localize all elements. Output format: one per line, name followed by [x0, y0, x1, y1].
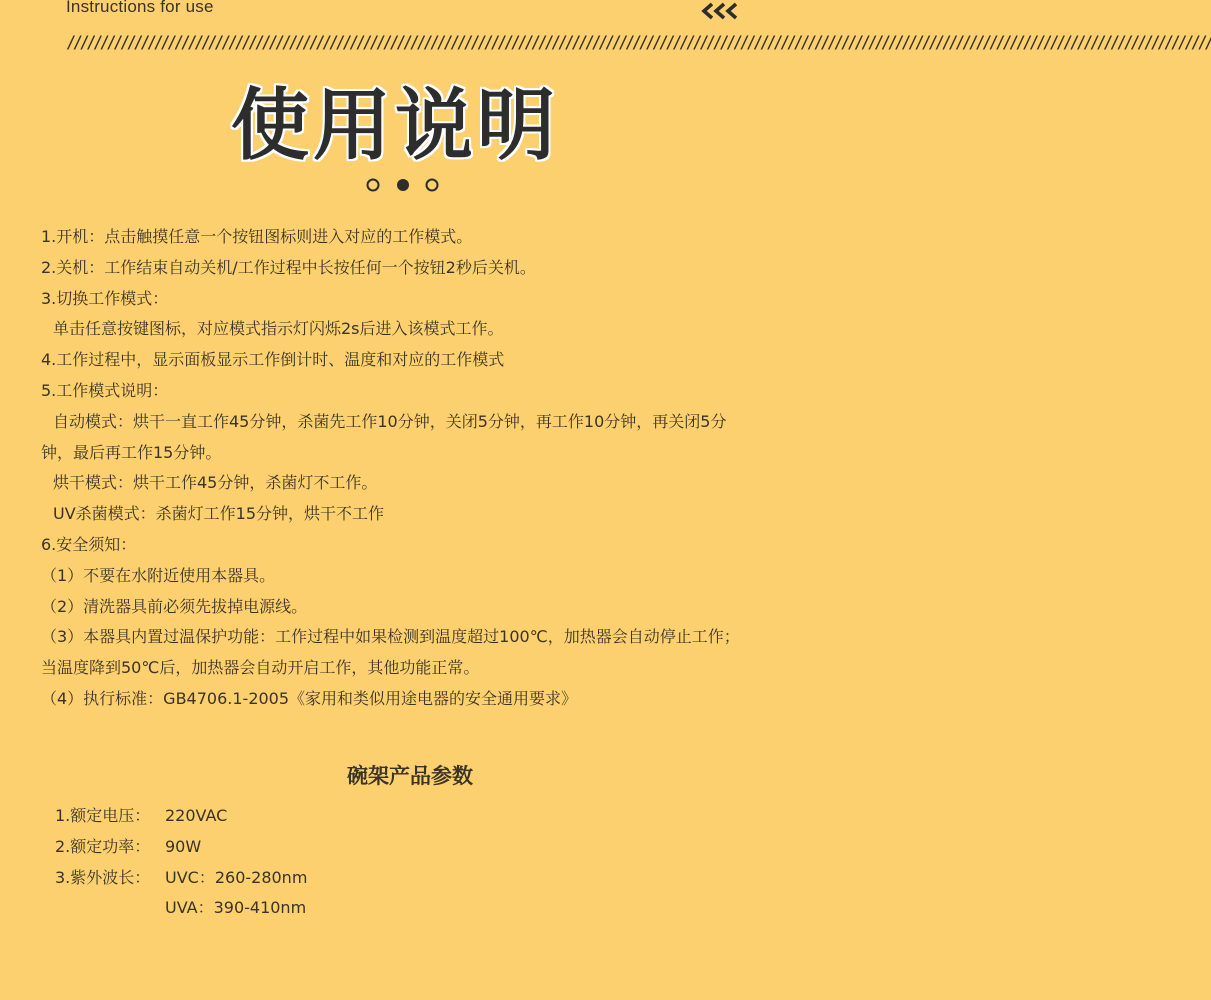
pager-dot-3 [427, 180, 438, 191]
params-title: 碗架产品参数 [347, 764, 473, 788]
slash-divider: ////////////////////////////////////////////////////////////////////////////////////////////////////////////////////////////////////////////////////////////////////////// [66, 33, 1211, 53]
param-power-label: 2.额定功率： [55, 836, 151, 856]
param-wavelength-label: 3.紫外波长： [55, 867, 151, 887]
param-power [55, 832, 655, 863]
instruction-mode-auto: 自动模式：烘干一直工作45分钟，杀菌先工作10分钟，关闭5分钟，再工作10分钟，再关闭5分钟，最后再工作15分钟。 [41, 411, 727, 462]
instruction-switch-detail: 单击任意按键图标，对应模式指示灯闪烁2s后进入该模式工作。 [53, 319, 504, 339]
param-power-value: 90W [165, 836, 202, 856]
param-voltage-value: 220VAC [165, 806, 228, 825]
param-voltage [55, 801, 655, 832]
safety-item-2: （2）清洗器具前必须先拔掉电源线。 [41, 596, 308, 616]
instruction-mode-dry: 烘干模式：烘干工作45分钟，杀菌灯不工作。 [53, 473, 378, 493]
instruction-modes-heading: 5.工作模式说明： [41, 380, 169, 400]
safety-item-3: （3）本器具内置过温保护功能：工作过程中如果检测到温度超过100℃，加热器会自动停止工作；当温度降到50℃后，加热器会自动开启工作，其他功能正常。 [41, 627, 740, 678]
param-wavelength [55, 863, 655, 894]
safety-item-4: （4）执行标准：GB4706.1-2005《家用和类似用途电器的安全通用要求》 [41, 688, 578, 708]
params-list [55, 801, 655, 924]
instruction-power-off: 2.关机：工作结束自动关机/工作过程中长按任何一个按钮2秒后关机。 [41, 257, 536, 277]
instruction-switch-heading: 3.切换工作模式： [41, 288, 169, 308]
param-wavelength-uvc: UVC：260-280nm [165, 867, 308, 887]
instructions-body [41, 222, 751, 715]
instruction-power-on: 1.开机：点击触摸任意一个按钮图标则进入对应的工作模式。 [41, 227, 473, 246]
param-voltage-label: 1.额定电压： [55, 806, 151, 825]
param-wavelength-uva-row [55, 893, 655, 924]
pager-dots [366, 177, 442, 193]
page-title: 使用说明 [230, 81, 559, 171]
safety-heading: 6.安全须知： [41, 534, 137, 554]
pager-dot-2-active [397, 179, 409, 191]
pager-dot-1 [368, 180, 379, 191]
instruction-mode-uv: UV杀菌模式：杀菌灯工作15分钟，烘干不工作 [53, 504, 385, 524]
param-wavelength-uva: UVA：390-410nm [165, 898, 307, 918]
header-eyebrow: Instructions for use [66, 0, 214, 16]
instruction-working-display: 4.工作过程中，显示面板显示工作倒计时、温度和对应的工作模式 [41, 350, 505, 370]
triple-chevron-left-icon [700, 1, 744, 21]
safety-item-1: （1）不要在水附近使用本器具。 [41, 565, 276, 585]
